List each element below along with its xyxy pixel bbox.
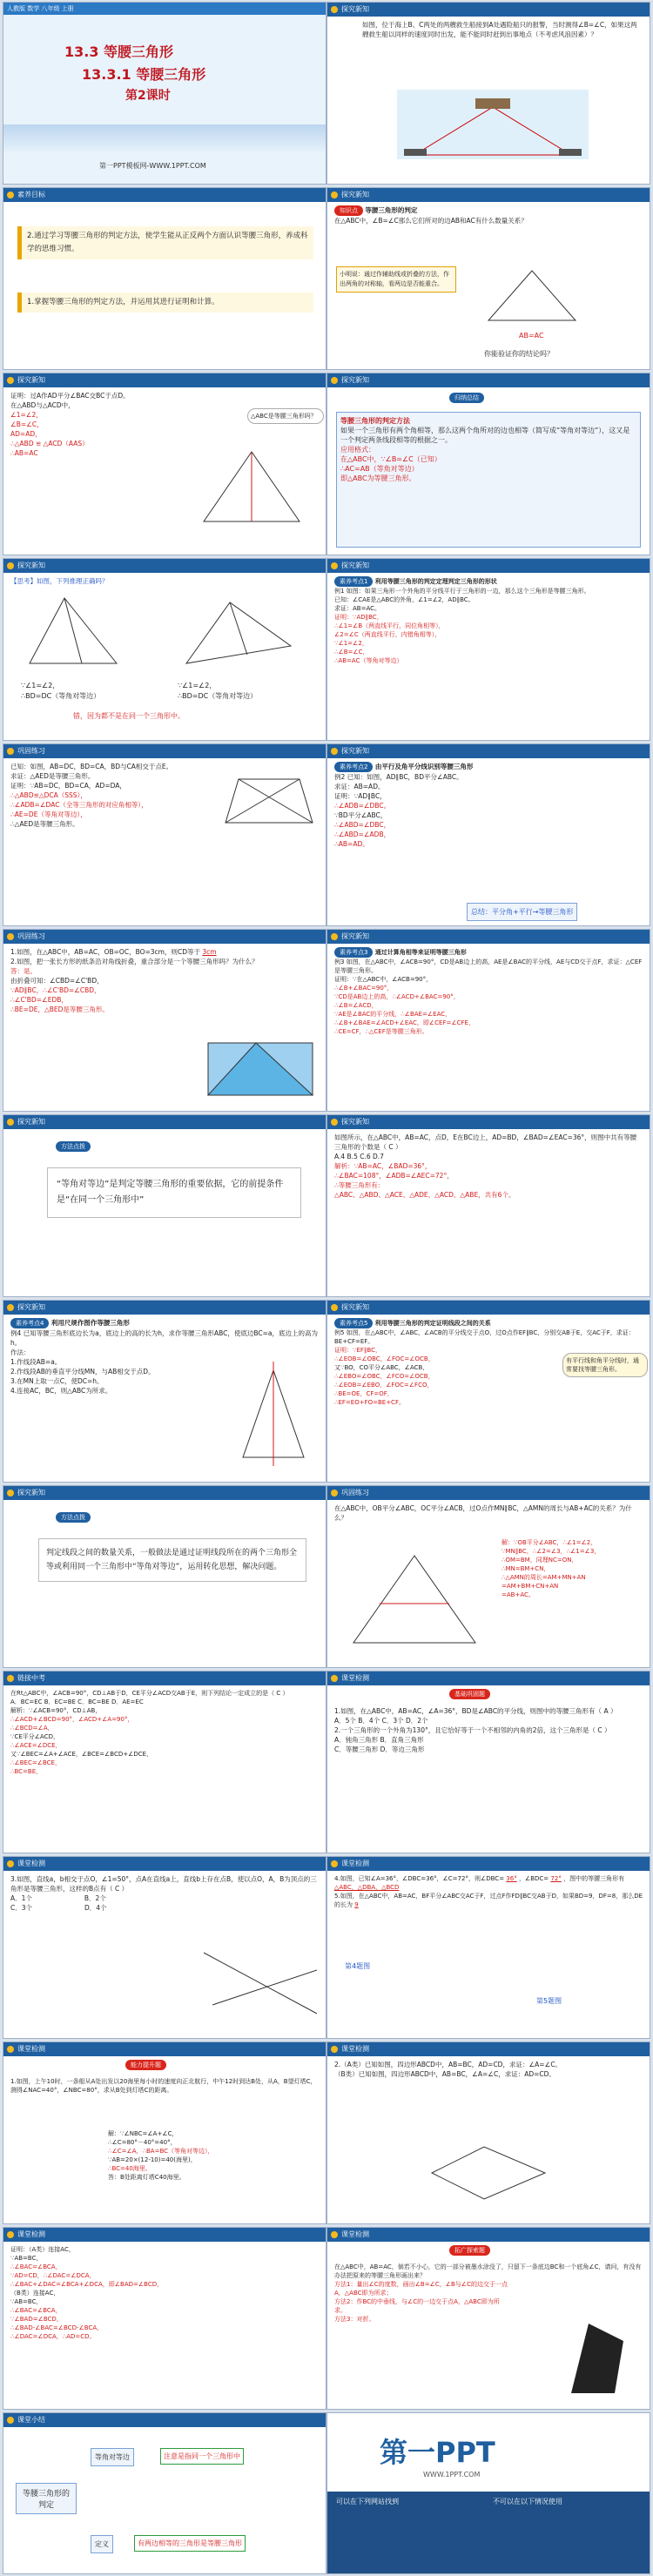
slide-13[interactable] [3,1114,326,1297]
slide-cover[interactable] [3,2,326,185]
slide-6[interactable] [326,373,650,555]
question-text: （B类）已知如图，四边形ABCD中，AB=BC，∠A=∠C，求证：AD=CD。 [334,2070,555,2078]
slide-header: 课堂检测 [327,1857,650,1871]
method-line: 方法3：对折。 [334,2316,375,2323]
hint-box: 小明说：通过作辅助线或折叠的方法，作出两角的对称轴，看两边是否能重合。 [336,266,456,293]
step-line: 4.连接AC，BC，则△ABC为所求。 [10,1387,112,1395]
proof-line: ∵BD平分∠ABC， [334,811,387,819]
proof-line: 证明：∵AD∥BC， [334,792,387,800]
fold-figure [204,1034,317,1104]
level-badge: 拓广探索题 [449,2245,490,2256]
analysis-line: 又∵∠BEC=∠A+∠ACE，∠BCE=∠BCD+∠DCE， [10,1751,153,1758]
think-b2: ∴BD=DC（等角对等边） [178,692,258,700]
slide-header: 探究新知 [327,1115,650,1129]
proof-line: ∴∠B+∠BAC=90°， [334,985,394,992]
slide-header: 探究新知 [3,1115,326,1129]
level-badge: 能力提升题 [125,2060,166,2070]
slide-9[interactable] [3,743,326,926]
option-c[interactable]: C．3个 [10,1904,33,1912]
answer-line: =AM+BM+CN+AN [502,1583,559,1590]
think-figures [21,594,308,672]
answer-line: ∴BC=40海里。 [108,2165,151,2172]
proof-line: ∵AB=BC， [10,2298,43,2305]
proof-line: ∴AB=AC（等角对等边） [334,657,403,664]
answer-line: ∵AB=20×(12-10)=40(海里)， [108,2156,197,2163]
answer-line: ∵AD∥BC，∴∠C'BD=∠CBD， [10,986,101,994]
method-text: “等角对等边”是判定等腰三角形的重要依据，它的前提条件是“在同一个三角形中” [47,1167,301,1218]
example-known: 已知：∠CAE是△ABC的外角，∠1=∠2，AD∥BC。 [334,596,475,603]
slide-18[interactable] [326,1485,650,1668]
step-line: 3.在MN上取一点C，使DC=h。 [10,1377,104,1385]
slide-28[interactable] [326,2412,650,2574]
slide-header: 探究新知 [327,373,650,387]
slide-20[interactable] [326,1671,650,1853]
proof-line: ∴AE=DE（等角对等边）， [10,810,87,818]
slide-header: 探究新知 [3,559,326,573]
proof-line: ∵AB=BC， [10,2255,43,2262]
practice-figure [345,1547,484,1651]
verify-text: 你能验证你的结论吗？ [484,350,554,358]
method-line: 方法1：量出∠C的度数，画出∠B=∠C，∠B与∠C的边交于一点A，△ABC即为所求； [334,2281,508,2297]
answer-line: ∴MN=BM+CN， [502,1565,550,1572]
example-tag: 素养考点4 [10,1318,49,1328]
answer-line: ∴△AMN的周长=AM+MN+AN [502,1574,586,1581]
slide-10[interactable] [326,743,650,926]
analysis-line: 解析：∵∠ACB=90°，CD⊥AB， [10,1707,102,1714]
question-text: 1.如图，在△ABC中，AB=AC，∠A=36°，BD是∠ABC的平分线，则图中的等腰三角形有（ A ） [334,1707,617,1715]
proof-line: ∴△AED是等腰三角形。 [10,820,79,828]
think-answer: 错，因为都不是在同一个三角形中。 [73,712,185,720]
summary-line: 在△ABC中，∵∠B=∠C（已知） [340,455,441,463]
level-badge: 基础巩固题 [449,1689,490,1699]
ink-figure [554,2315,641,2402]
slide-header: 巩固练习 [3,930,326,944]
example-title: 利用等腰三角形的判定证明线段之间的关系 [374,1320,491,1327]
proof-line: ∴EF=EO+FO=BE+CF。 [334,1399,405,1406]
example-question: 例3 如图，在△ABC中，∠ACB=90°，CD是AB边上的高，AE是∠BAC的平分线，AE与CD交于点F，求证：△CEF是等腰三角形。 [334,958,643,974]
question-text: ，∠BDC= [518,1875,549,1882]
example-tag: 素养考点1 [334,576,373,587]
proof-line: ∴∠BAC=∠BCA， [10,2307,62,2314]
example-title: 由平行及角平分线识别等腰三角形 [374,763,474,770]
fold-question: 2.如图，把一张长方形的纸条沿对角线折叠，重合部分是一个等腰三角形吗？为什么？ [10,958,259,965]
logo: 第一PPT [380,2436,495,2469]
analysis-line: △ABC、△ABD、△ACE、△ADE、△ACD、△ABE，共有6个。 [334,1191,515,1199]
proof-line: ∴∠EOB=∠EBO，∠FOC=∠FCO， [334,1382,434,1389]
proof-line: ∴△ABD≌△DCA（SSS）， [10,791,87,799]
question-text: 4.如图，已知∠A=36°，∠DBC=36°，∠C=72°，则∠DBC= [334,1875,505,1882]
practice-prove: 求证：△AED是等腰三角形。 [10,772,95,780]
example-title: 利用尺规作图作等腰三角形 [50,1319,130,1327]
slide-header: 探究新知 [327,188,650,202]
triangle-figure [195,426,308,530]
proof-line: 证明：（A类）连接AC， [10,2246,75,2253]
question-text: 在△ABC中，OB平分∠ABC，OC平分∠ACB，过O点作MN∥BC，△AMN的周长与AB+AC的关系？为什么？ [334,1504,632,1522]
analysis-line: ∵CE平分∠ACD， [10,1733,59,1740]
think-a2: ∴BD=DC（等角对等边） [21,692,101,700]
method-text: 判定线段之间的数量关系，一般做法是通过证明线段所在的两个三角形全等或利用同一个三角形中“等角对等边”，运用转化思想，解决问题。 [38,1538,306,1582]
slide-12[interactable] [326,929,650,1112]
example-tag: 素养考点2 [334,762,373,772]
slide-header: 探究新知 [3,373,326,387]
question-text: 在△ABC中，∠B=∠C那么它们所对的边AB和AC有什么数量关系？ [334,217,528,225]
example-question: 例1 如图：如果三角形一个外角的平分线平行于三角形的一边，那么这个三角形是等腰三角形。 [334,588,590,595]
summary-root: 等腰三角形的判定 [16,2483,77,2514]
fill-question: 1.如图，在△ABC中，AB=AC，OB=OC，BO=3cm，则CD等于 [10,948,200,956]
slide-header: 探究新知 [327,3,650,17]
think-b1: ∵∠1=∠2， [178,682,217,689]
question-text: 在△ABC中，AB=AC，倘若不小心，它的一部分被墨水涂没了，只留下一条底边BC和一个底角∠C，请问，有没有办法把原来的等腰三角形画出来？ [334,2263,642,2279]
goal-2: 2.通过学习等腰三角形的判定方法，使学生能从正反两个方面认识等腰三角形，养成科学的思维习惯。 [17,226,313,259]
proof-line: 证明：过A作AD平分∠BAC交BC于点D。 [10,392,130,400]
example-prove: 求证：AB=AC。 [334,605,381,612]
cover-title1: 13.3 等腰三角形 [64,44,174,60]
step-line: 作法： [10,1349,30,1356]
method-badge: 方法点拨 [56,1141,91,1152]
options-text: A．BC=EC B．EC=BE C．BC=BE D．AE=EC [10,1698,144,1705]
option-a[interactable]: A．1个 [10,1894,32,1902]
slide-4[interactable] [326,187,650,370]
slide-15[interactable] [3,1300,326,1483]
answer-blank: 72° [550,1875,562,1882]
proof-line: 在△ABD与△ACD中， [10,401,75,409]
example-question: 例4 已知等腰三角形底边长为a，底边上的高的长为h，求作等腰三角形ABC，使底边BC=a，底边上的高为h。 [10,1329,319,1347]
proof-line: 证明：∵EF∥BC， [334,1347,381,1354]
proof-line: ∴∠EBO=∠OBC，∠FCO=∠OCB， [334,1373,434,1380]
cover-badge: 人教版 数学 八年级 上册 [7,5,74,12]
analysis-line: ∴∠BCD=∠A， [10,1725,54,1732]
method-badge: 方法点拨 [56,1512,91,1523]
slide-header: 课堂小结 [3,2413,326,2427]
slide-header: 课堂检测 [327,1671,650,1685]
proof-line: 证明：∵AD∥BC， [334,614,383,621]
proof-line: AD=AD， [10,430,42,438]
slide-header: 探究新知 [3,1301,326,1315]
goal-1: 1.掌握等腰三角形的判定方法，并运用其进行证明和计算。 [17,293,313,313]
analysis-line: ∴∠BAC=108°，∠ADB=∠AEC=72°， [334,1172,454,1180]
slide-19[interactable] [3,1671,326,1853]
construction-figure [230,1362,317,1466]
answer-blank: △ABC，△DBA，△BCD [334,1884,400,1891]
answer-line: ∴∠C=80°－40°=40°， [108,2139,177,2146]
question-text: 如图所示，在△ABC中，AB=AC，点D，E在BC边上，AD=BD，∠BAD=∠EAC=36°，则图中共有等腰三角形的个数是（ C ） [334,1133,637,1151]
proof-line: ∴∠B=∠ACD， [334,1002,378,1009]
options-text: C．等腰三角形 D．等边三角形 [334,1745,425,1753]
think-question: 【思考】如图，下列推理正确吗？ [10,577,109,585]
proof-line: ∵CD是AB边上的高，∴∠ACD+∠BAC=90°， [334,993,460,1000]
equality-text: AB=AC [519,332,544,340]
proof-line: ∴∠DAC=∠DCA，∴AD=CD。 [10,2333,96,2340]
analysis-line: ∴∠ACE=∠DCE， [10,1742,62,1749]
figure-caption: 第5题图 [536,1997,562,2005]
summary-badge: 归纳总结 [449,393,484,403]
slide-2[interactable] [326,2,650,185]
cover-title3: 第2课时 [125,89,171,103]
proof-line: ∴AB=AD。 [334,840,369,848]
proof-line: ∴AB=AC [10,449,38,457]
proof-line: ∴CE=CF，∴△CEF是等腰三角形。 [334,1028,428,1035]
method-line: 方法2：作BC的中垂线，与∠C的一边交于点A，△ABC即为所求。 [334,2298,500,2314]
proof-line: ∴∠ABD=∠ADB， [334,831,391,838]
proof-line: ∴∠ADB=∠DAC（全等三角形的对应角相等）， [10,801,148,809]
figure-caption: 第4题图 [345,1962,371,1970]
slide-27[interactable] [3,2412,326,2574]
example-title: 利用等腰三角形的判定定理判定三角形的形状 [374,578,497,585]
proof-line: ∴∠1=∠B（两直线平行，同位角相等）， [334,622,445,629]
question-text: 2.一个三角形的一个外角为130°，且它恰好等于一个不相邻的内角的2倍，这个三角形是（ C ） [334,1726,611,1734]
summary-branch-text: 注意是指同一个三角形中 [160,2448,244,2465]
slide-16[interactable] [326,1300,650,1483]
answer-line: 由折叠可知：∠CBD=∠C'BD， [10,977,104,985]
summary-definition: 如果一个三角形有两个角相等，那么这两个角所对的边也相等（简写成“等角对等边”），这又是一个判定两条线段相等的根据之一。 [340,427,630,444]
slide-23[interactable] [3,2041,326,2224]
think-a1: ∵∠1=∠2， [21,682,60,689]
slide-17[interactable] [3,1485,326,1668]
slide-24[interactable] [326,2041,650,2224]
answer-line: 解：∵OB平分∠ABC，∴∠1=∠2， [502,1539,597,1546]
cover-title2: 13.3.1 等腰三角形 [82,66,206,83]
example-tag: 素养考点3 [334,947,373,958]
summary-note: 总结：平分角+平行→等腰三角形 [467,903,577,921]
slide-header: 课堂检测 [3,2228,326,2242]
proof-line: ∠2=∠C（两直线平行，内错角相等）， [334,631,441,638]
options-text: A.4 B.5 C.6 D.7 [334,1153,384,1160]
summary-branch: 定义 [91,2535,113,2553]
proof-line: （B类）连接AC， [10,2290,60,2297]
practice-figure [221,770,317,831]
knowledge-heading: 等腰三角形的判定 [365,206,418,214]
proof-line: ∵∠BAD=∠BCD， [10,2316,63,2323]
question-text: 5.如图，在△ABC中，AB=AC，BF平分∠ABC交AC于F，过点F作FD∥BC交AB于D，如果BD=9，DF=8，那么DE的长为 [334,1893,643,1908]
proof-line: ∴∠B=∠C， [334,649,369,656]
slide-header: 巩固练习 [327,1486,650,1500]
proof-line: ∴△ABD ≌ △ACD（AAS） [10,440,89,447]
fill-answer: 3cm [202,948,217,956]
answer-line: ∴∠C=∠A，∴BA=BC（等角对等边）， [108,2148,214,2155]
slide-5[interactable] [3,373,326,555]
slide-header: 课堂检测 [3,2042,326,2056]
slide-header: 探究新知 [327,1301,650,1315]
slide-8[interactable] [326,558,650,741]
practice-question: 已知：如图，AB=DC，BD=CA，BD与CA相交于点E。 [10,763,173,770]
slide-header: 探究新知 [327,930,650,944]
summary-title: 等腰三角形的判定方法 [340,417,410,425]
analysis-line: ∴∠BEC=∠BCE， [10,1759,61,1766]
slide-3[interactable] [3,187,326,370]
answer-line: ∵MN∥BC，∴∠2=∠3，∴∠1=∠3， [502,1548,601,1555]
slide-header: 巩固练习 [3,744,326,758]
slide-7[interactable] [3,558,326,741]
proof-line: ∠1=∠2， [10,411,43,419]
example-question: 例2 已知：如图，AD∥BC，BD平分∠ABC。 [334,773,463,781]
options-text: A．钝角三角形 B．直角三角形 [334,1736,424,1744]
slide-header: 课堂检测 [327,2228,650,2242]
proof-line: ∵AD=CD，∴∠DAC=∠DCA， [10,2272,96,2279]
thought-bubble: 有平行线和角平分线时，通常要找等腰三角形。 [562,1353,648,1377]
lines-figure [204,1935,317,2022]
summary-line: 即△ABC为等腰三角形。 [340,474,416,482]
analysis-line: ∴∠ACD+∠BCD=90°，∠ACD+∠A=90°， [10,1716,134,1723]
proof-line: ∴BE=OE，CF=OF， [334,1390,394,1397]
quad-figure [423,2138,554,2208]
slide-21[interactable] [3,1856,326,2039]
slide-14[interactable] [326,1114,650,1297]
example-title: 通过计算角相等来证明等腰三角形 [374,949,467,956]
proof-line: 又∵BO，CO平分∠ABC，∠ACB， [334,1364,429,1371]
analysis-line: 解析：∵AB=AC，∠BAD=36°， [334,1162,432,1170]
proof-line: ∵AE是∠BAC的平分线，∴∠BAE=∠EAC， [334,1011,452,1018]
step-line: 2.作线段AB的垂直平分线MN，与AB相交于点D。 [10,1368,155,1375]
example-question: 例5 如图，在△ABC中，∠ABC，∠ACB的平分线交于点O，过O点作EF∥BC，分别交AB于E，交AC于F，求证：BE+CF=EF。 [334,1329,635,1345]
answer-line: 解：∵∠NBC=∠A+∠C， [108,2130,178,2137]
option-b[interactable]: B．2个 [84,1894,106,1902]
slide-2-text: 如图，位于海上B、C两处的两艘救生船接到A处遇险船只的报警，当时测得∠B=∠C，如果这两艘救生船以同样的速度同时出发，能不能同时赶到出事地点（不考虑风浪因素）？ [362,21,637,38]
example-prove: 求证：AB=AD。 [334,783,385,790]
proof-line: ∴∠ABD=∠DBC， [334,821,391,829]
answer-line: 答：B处距离灯塔C40海里。 [108,2174,185,2181]
proof-line: ∴∠B+∠BAE=∠ACD+∠EAC，即∠CEF=∠CFE， [334,1019,475,1026]
proof-line: ∴∠EOB=∠OBC，∠FOC=∠OCB， [334,1355,434,1362]
slide-header: 探究新知 [327,744,650,758]
slide-11[interactable] [3,929,326,1112]
answer-blank: 36° [506,1875,517,1882]
column-title: 可以在下列网站找到 [336,2498,399,2505]
proof-line: 证明：∵在△ABC中，∠ACB=90°， [334,976,433,983]
answer-line: 答：是。 [10,967,37,975]
question-text: 1.如图，上午10时，一条船从A处出发以20海里每小时的速度向正北航行，中午12时到达B处，从A，B望灯塔C，测得∠NAC=40°，∠NBC=80°，求从B处到灯塔C的距离。 [10,2078,317,2094]
summary-branch-text: 有两边相等的三角形是等腰三角形 [134,2535,246,2552]
triangle-figure [484,266,580,327]
slide-header: 课堂检测 [327,2042,650,2056]
question-text: 2.（A类）已知如图，四边形ABCD中，AB=BC，AD=CD，求证：∠A=∠C。 [334,2061,562,2068]
answer-line: ∴BE=DE，△BED是等腰三角形。 [10,1006,109,1013]
proof-line: ∴∠BAD-∠BAC=∠BCD-∠BCA， [10,2324,104,2331]
options-text: A．5个 B．4个 C．3个 D．2个 [334,1717,428,1725]
summary-format: 应用格式： [340,446,375,454]
proof-line: ∵∠1=∠2， [334,640,368,647]
summary-branch: 等角对等边 [91,2448,134,2466]
knowledge-tag: 知识点 [334,205,363,216]
answer-line: ∴OM=BM，同理NC=ON， [502,1557,578,1564]
proof-line: 证明：∵AB=DC，BD=CA，AD=DA， [10,782,126,790]
question-text: 在Rt△ABC中，∠ACB=90°，CD⊥AB于D，CE平分∠ACD交AB于E，则下列结论一定成立的是（ C ） [10,1690,289,1697]
step-line: 1.作线段AB=a。 [10,1358,62,1366]
logo-url[interactable]: WWW.1PPT.COM [423,2471,481,2478]
slide-25[interactable] [3,2227,326,2410]
example-tag: 素养考点5 [334,1318,373,1328]
cover-wave [3,124,326,154]
answer-blank: 9 [354,1901,359,1908]
slide-22[interactable] [326,1856,650,2039]
slide-header: 素养目标 [3,188,326,202]
slide-header: 课堂检测 [3,1857,326,1871]
slide-header: 链接中考 [3,1671,326,1685]
option-d[interactable]: D．4个 [84,1904,107,1912]
proof-line: ∴∠BAC=∠BCA， [10,2263,62,2270]
column-title: 不可以在以下情况使用 [493,2498,562,2505]
analysis-line: ∴BC=BE， [10,1768,43,1775]
slide-26[interactable] [326,2227,650,2410]
thought-bubble: △ABC是等腰三角形吗？ [247,408,324,424]
proof-line: ∴∠ADB=∠DBC。 [334,802,391,810]
answer-line: ∴∠C'BD=∠EDB， [10,996,68,1004]
question-text: 3.如图，直线a，b相交于点O，∠1=50°，点A在直线a上，直线b上存在点B，使以点O，A，B为顶点的三角形是等腰三角形，这样的B点有（ C ） [10,1875,317,1893]
slide-header: 探究新知 [327,559,650,573]
proof-line: ∠B=∠C， [10,420,44,428]
cover-site[interactable]: 第一PPT模板网-WWW.1PPT.COM [99,162,206,170]
question-text: ，图中的等腰三角形有 [563,1875,625,1882]
slide-header: 探究新知 [3,1486,326,1500]
analysis-line: ∴等腰三角形有： [334,1181,385,1189]
proof-line: ∴∠BAC+∠DAC=∠BCA+∠DCA，即∠BAD=∠BCD， [10,2281,164,2288]
summary-line: ∴AC=AB（等角对等边） [340,465,419,473]
rescue-figure [380,72,606,168]
answer-line: =AB+AC。 [502,1591,535,1598]
